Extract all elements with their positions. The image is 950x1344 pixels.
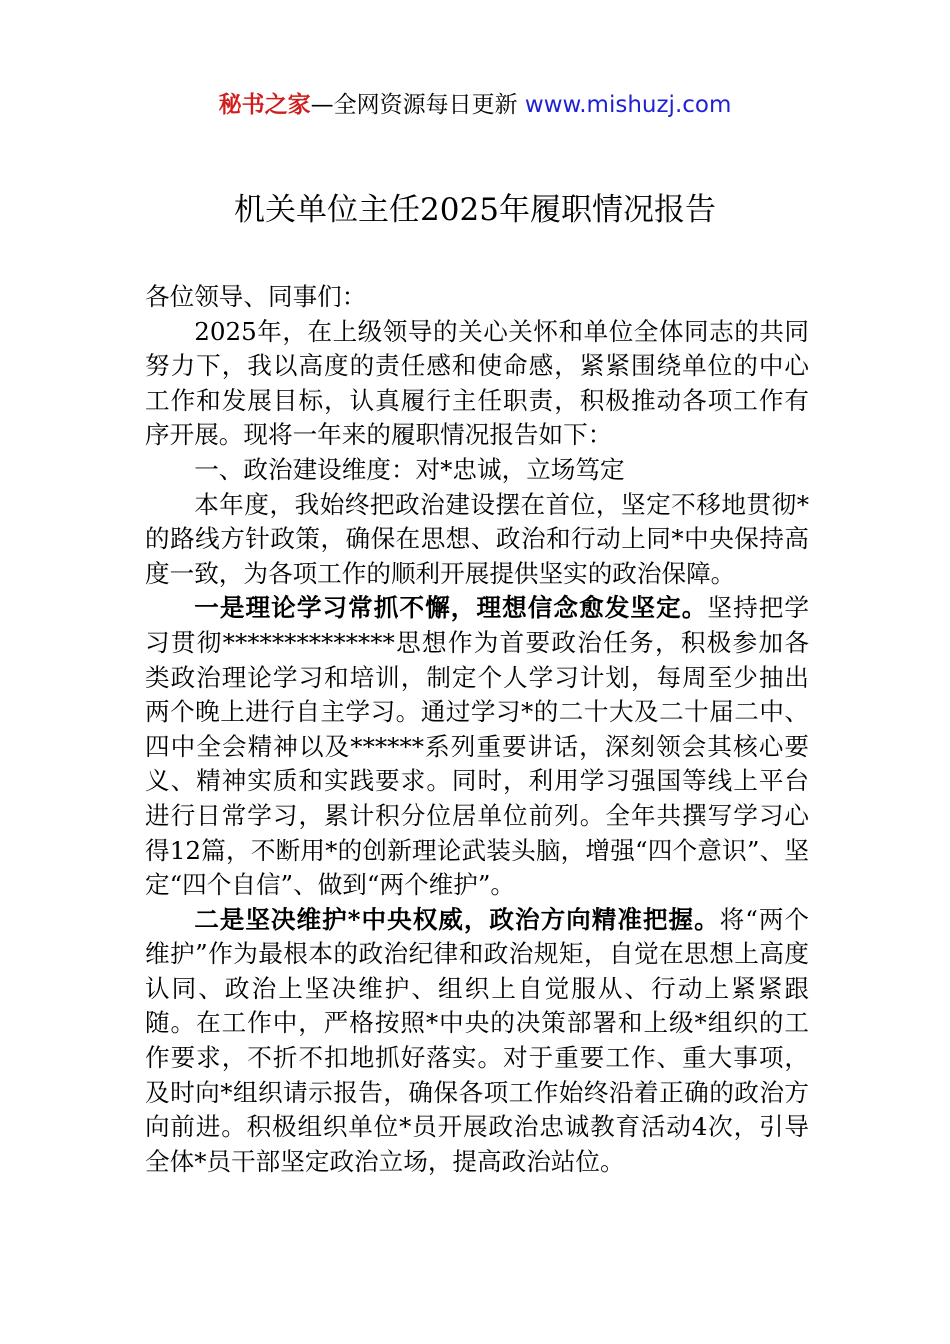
section-heading: 一、政治建设维度：对*忠诚，立场笃定 [194,454,625,484]
site-url-link[interactable]: www.mishuzj.com [524,92,732,118]
point-one-paragraph [145,591,809,902]
document-title: 机关单位主任2025年履职情况报告 [234,192,716,228]
point-two-lead: 二是坚决维护*中央权威，政治方向精准把握。 [194,904,720,934]
point-two-paragraph [145,903,809,1180]
site-tagline: —全网资源每日更新 [310,92,525,118]
intro-paragraph: 2025年，在上级领导的关心关怀和单位全体同志的共同努力下，我以高度的责任感和使命感，紧紧围绕单位的中心工作和发展目标，认真履行主任职责，积极推动各项工作有序开展。现将一年来的履职情况报告如下： [145,316,809,450]
section-paragraph: 本年度，我始终把政治建设摆在首位，坚定不移地贯彻*的路线方针政策，确保在思想、政治和行动上同*中央保持高度一致，为各项工作的顺利开展提供坚实的政治保障。 [145,489,809,588]
document-body [145,280,809,1179]
point-one-body: 坚持把学习贯彻**************思想作为首要政治任务，积极参加各类政治理论学习和培训，制定个人学习计划，每周至少抽出两个晚上进行自主学习。通过学习*的二十大及二十届二中、四中全会精神以及******系列重要讲话，深刻领会其核心要义、精神实质和实践要求。同时，利用学习强国等线上平台进行日常学习，累计积分位居单位前列。全年共撰写学习心得12篇，不断用*的创新理论武装头脑，增强“四个意识”、坚定“四个自信”、做到“两个维护”。 [145,593,809,900]
site-header [0,88,950,122]
greeting: 各位领导、同事们： [145,282,367,311]
site-brand: 秘书之家 [218,92,311,118]
point-one-lead: 一是理论学习常抓不懈，理想信念愈发坚定。 [194,593,708,623]
point-two-body: 将“两个维护”作为最根本的政治纪律和政治规矩，自觉在思想上高度认同、政治上坚决维护、组织上自觉服从、行动上紧紧跟随。在工作中，严格按照*中央的决策部署和上级*组织的工作要求，不折不扣地抓好落实。对于重要工作、重大事项，及时向*组织请示报告，确保各项工作始终沿着正确的政治方向前进。积极组织单位*员开展政治忠诚教育活动4次，引导全体*员干部坚定政治立场，提高政治站位。 [145,904,809,1176]
